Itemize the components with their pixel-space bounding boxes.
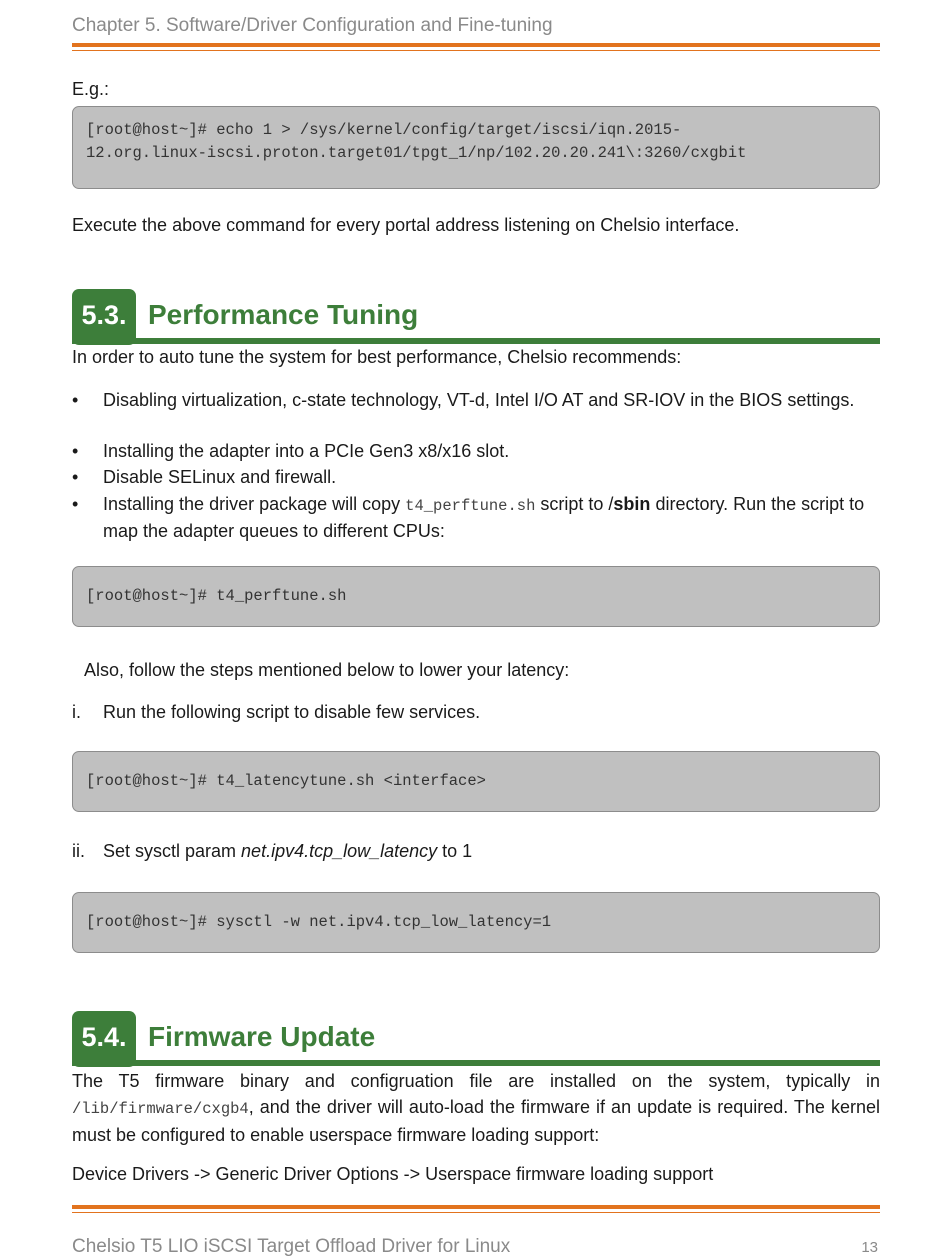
step-text xyxy=(103,839,880,864)
firmware-para-suffix: , and the driver will auto-load the firmware if an update is required. The kernel must be configured to enable userspace firmware loading support: xyxy=(72,1097,880,1145)
kernel-menu-path: Device Drivers -> Generic Driver Options -> Userspace firmware loading support xyxy=(72,1164,714,1184)
step-item xyxy=(72,700,880,725)
script-name: t4_perftune.sh xyxy=(405,497,536,515)
directory-name: sbin xyxy=(613,494,651,514)
footer-rule xyxy=(72,1205,880,1209)
list-item xyxy=(72,465,880,490)
code-line: 12.org.linux-iscsi.proton.target01/tpgt_1/np/102.20.20.241\:3260/cxgbit xyxy=(86,144,747,162)
latency-intro: Also, follow the steps mentioned below to lower your latency: xyxy=(84,660,570,680)
section-number: 5.3. xyxy=(72,289,136,345)
code-block-portal xyxy=(72,106,880,189)
footer-document-title: Chelsio T5 LIO iSCSI Target Offload Driver for Linux xyxy=(72,1236,511,1257)
step2-suffix: to 1 xyxy=(437,841,473,861)
section-heading-firmware-update xyxy=(72,1011,880,1067)
step-text: Run the following script to disable few services. xyxy=(103,702,481,722)
code-line: [root@host~]# t4_perftune.sh xyxy=(86,587,347,605)
list-item xyxy=(72,388,880,413)
section-title: Firmware Update xyxy=(148,1021,376,1052)
code-block-sysctl xyxy=(72,892,880,953)
bullet4-prefix: Installing the driver package will copy xyxy=(103,494,406,514)
performance-intro: In order to auto tune the system for best performance, Chelsio recommends: xyxy=(72,347,682,367)
code-block-perftune xyxy=(72,566,880,627)
bullet4-middle: script to / xyxy=(535,494,614,514)
step-marker: ii. xyxy=(72,841,85,861)
bullet-dot: • xyxy=(72,467,79,487)
code-line: [root@host~]# echo 1 > /sys/kernel/config/target/iscsi/iqn.2015- xyxy=(86,121,682,139)
firmware-paragraph xyxy=(72,1068,880,1148)
portal-note: Execute the above command for every portal address listening on Chelsio interface. xyxy=(72,215,740,235)
header-rule-thin xyxy=(72,50,880,51)
list-item-text: Disabling virtualization, c-state technology, VT-d, Intel I/O AT and SR-IOV in the BIOS settings. xyxy=(103,390,855,410)
code-line: [root@host~]# sysctl -w net.ipv4.tcp_low_latency=1 xyxy=(86,913,552,931)
bullet4-suffix: directory. Run the script to map the adapter queues to different CPUs: xyxy=(103,494,865,541)
section-heading-performance-tuning xyxy=(72,289,880,345)
footer-rule-thin xyxy=(72,1212,880,1213)
chapter-title: Chapter 5. Software/Driver Configuration and Fine-tuning xyxy=(72,15,553,36)
section-title: Performance Tuning xyxy=(148,299,419,330)
firmware-para-prefix: The T5 firmware binary and configruation file are installed on the system, typically in xyxy=(72,1071,880,1091)
eg-label: E.g.: xyxy=(72,79,110,99)
list-item xyxy=(72,492,880,544)
step-marker: i. xyxy=(72,702,81,722)
list-item-text: Installing the adapter into a PCIe Gen3 x8/x16 slot. xyxy=(103,441,510,461)
firmware-path: /lib/firmware/cxgb4 xyxy=(72,1100,249,1118)
step2-prefix: Set sysctl param xyxy=(103,841,242,861)
section-rule xyxy=(72,1060,880,1066)
page-number: 13 xyxy=(861,1239,878,1256)
list-item-text: Disable SELinux and firewall. xyxy=(103,467,337,487)
header-rule xyxy=(72,43,880,47)
bullet-dot: • xyxy=(72,494,79,514)
step-item xyxy=(72,839,880,864)
list-item xyxy=(72,439,880,464)
code-block-latencytune xyxy=(72,751,880,812)
bullet-dot: • xyxy=(72,390,79,410)
code-line: [root@host~]# t4_latencytune.sh <interface> xyxy=(86,772,486,790)
bullet-dot: • xyxy=(72,441,79,461)
sysctl-param: net.ipv4.tcp_low_latency xyxy=(241,841,438,861)
section-number: 5.4. xyxy=(72,1011,136,1067)
list-item-text xyxy=(103,492,880,544)
running-header xyxy=(72,14,880,38)
